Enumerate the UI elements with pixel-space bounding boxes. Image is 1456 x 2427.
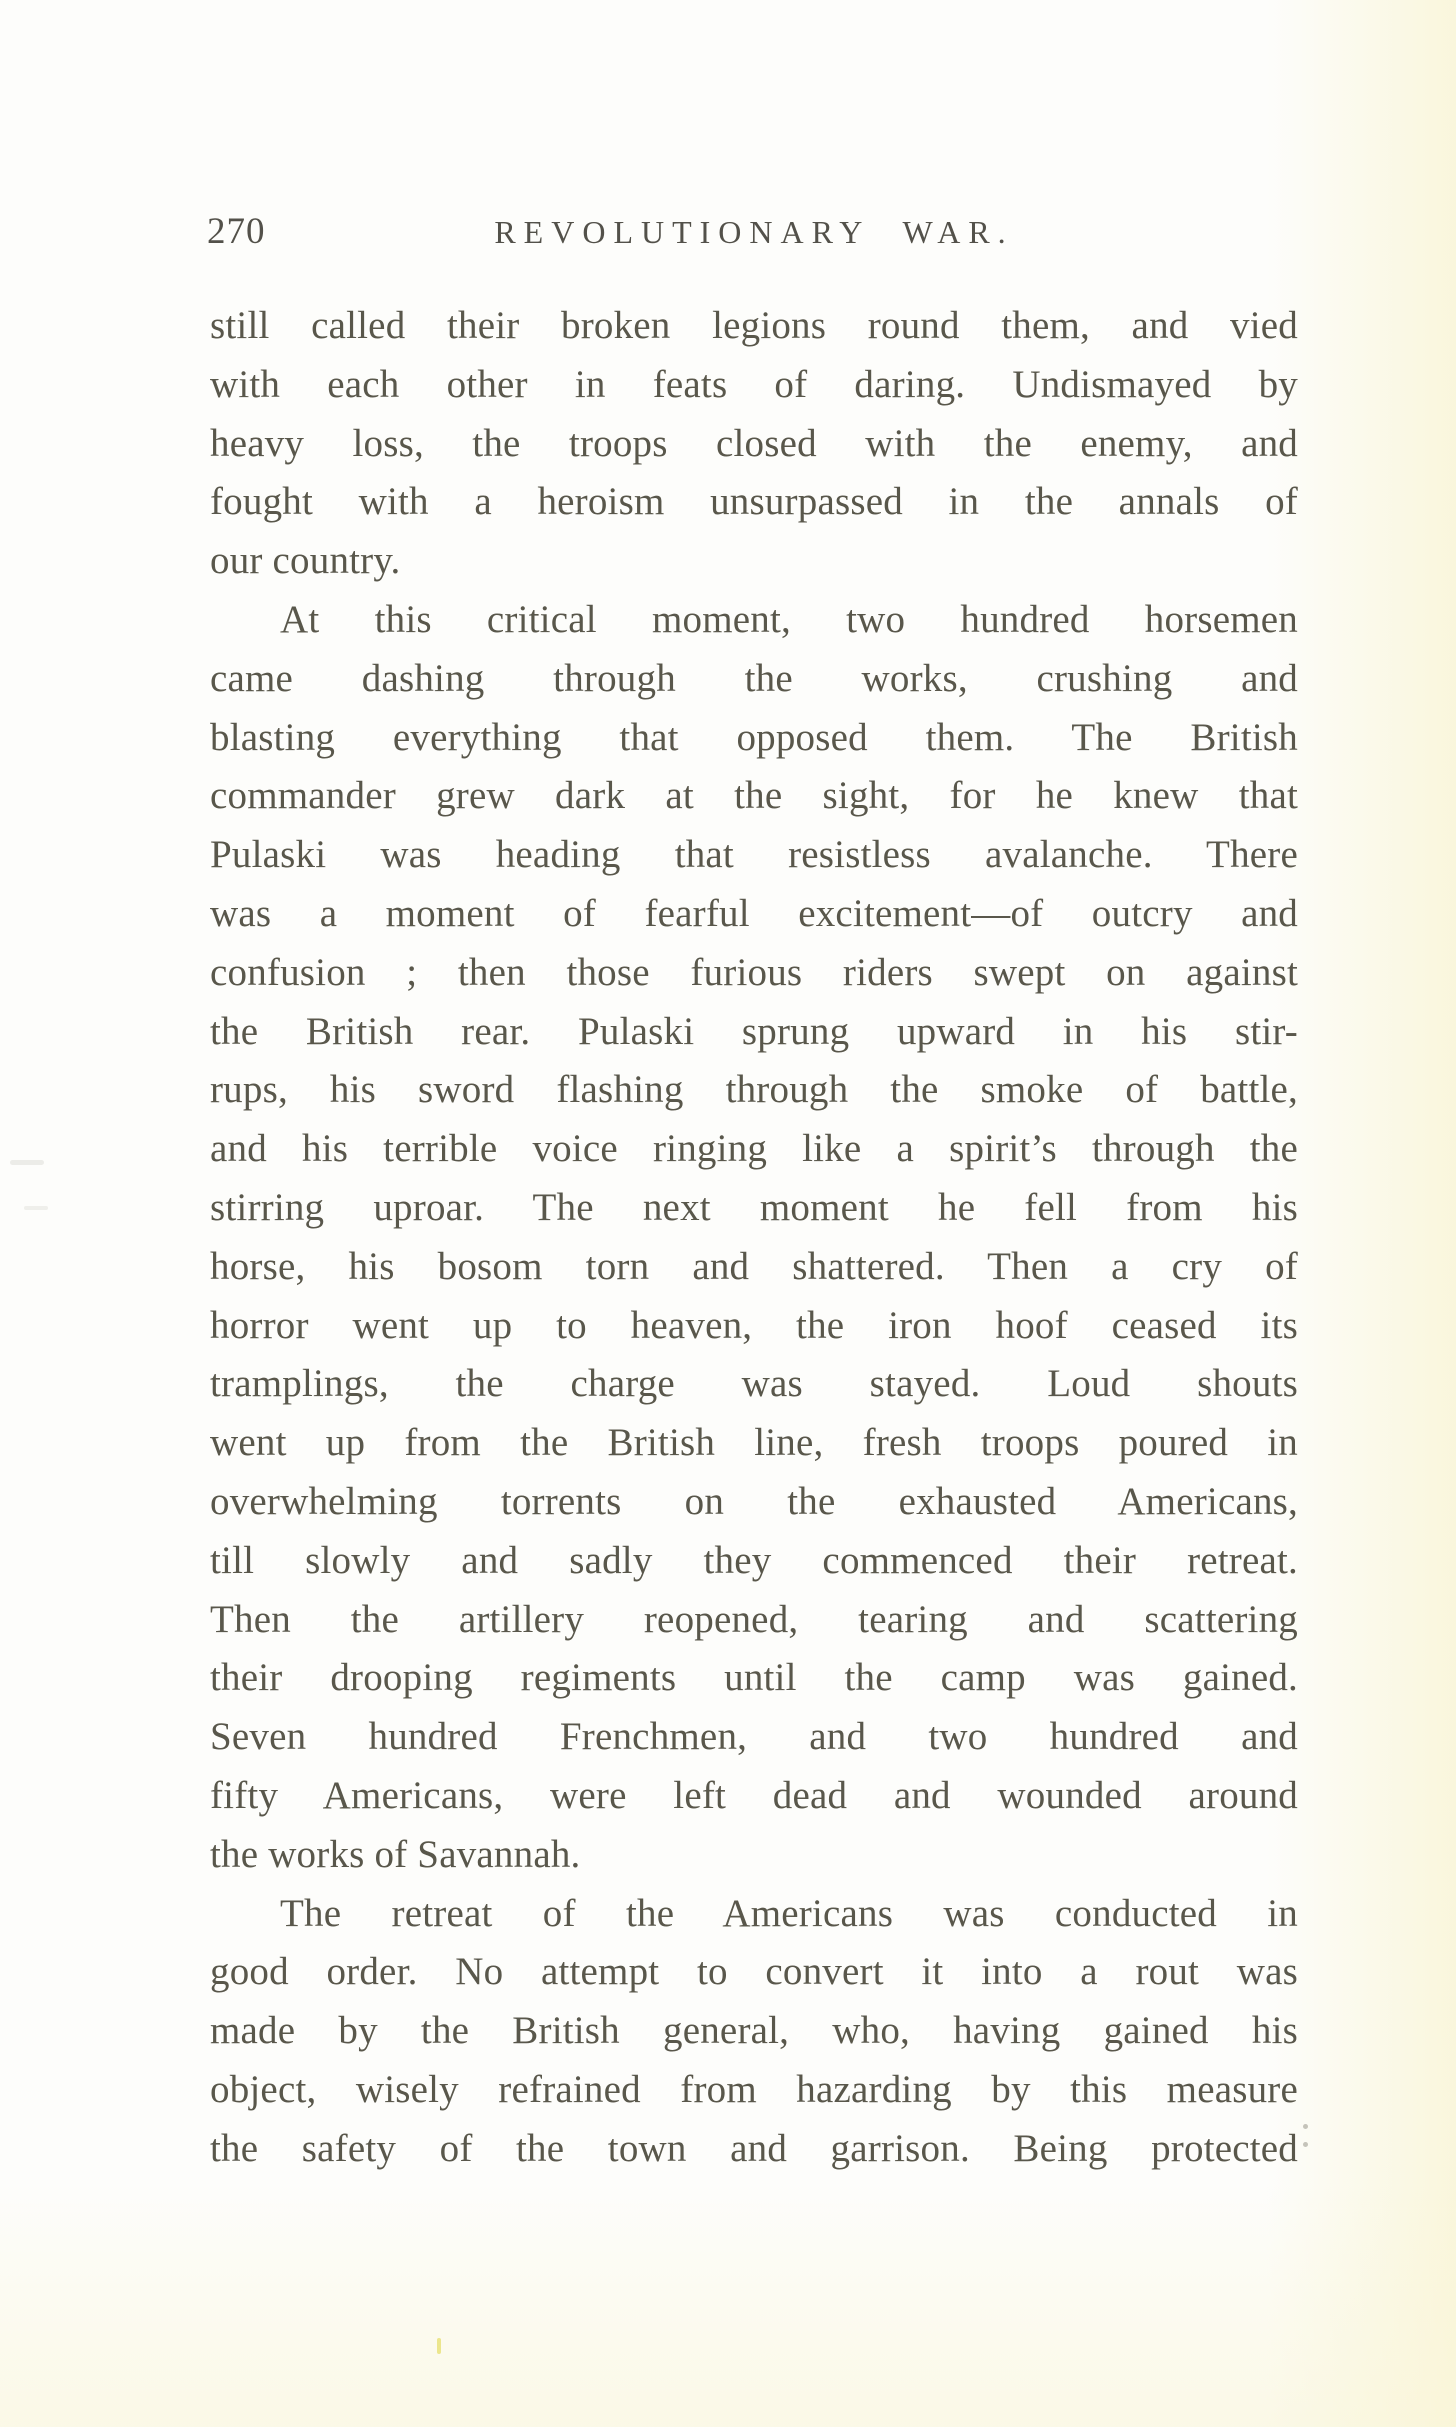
running-header-title: REVOLUTIONARY WAR.	[494, 214, 1014, 250]
text-line: Then the artillery reopened, tearing and scattering	[210, 1597, 1298, 1641]
text-line: was a moment of fearful excitement—of outcry and	[210, 891, 1298, 935]
text-line: their drooping regiments until the camp was gained.	[210, 1656, 1298, 1700]
text-line: tramplings, the charge was stayed. Loud shouts	[210, 1362, 1298, 1406]
text-line: still called their broken legions round them, and vied	[210, 304, 1298, 347]
text-line: confusion ; then those furious riders swept on against	[210, 950, 1298, 994]
text-line: our country.	[210, 539, 401, 583]
text-line: stirring uproar. The next moment he fell from his	[210, 1185, 1298, 1229]
text-line: horse, his bosom torn and shattered. Then a cry of	[210, 1244, 1298, 1288]
body-text-block	[210, 297, 1298, 2179]
text-line: object, wisely refrained from hazarding by this measure	[210, 2067, 1298, 2111]
scan-artifact-dot	[1303, 2124, 1308, 2129]
text-line: with each other in feats of daring. Undismayed by	[210, 362, 1298, 406]
text-line: till slowly and sadly they commenced their retreat.	[210, 1538, 1298, 1582]
text-line: the works of Savannah.	[210, 1832, 581, 1876]
text-line: made by the British general, who, having gained his	[210, 2009, 1298, 2053]
text-line: rups, his sword flashing through the smoke of battle,	[210, 1068, 1298, 1112]
text-line: and his terrible voice ringing like a spirit’s through the	[210, 1127, 1298, 1171]
text-line: Pulaski was heading that resistless avalanche. There	[210, 833, 1298, 877]
text-line: fifty Americans, were left dead and wounded around	[210, 1773, 1298, 1817]
text-line: fought with a heroism unsurpassed in the annals of	[210, 480, 1298, 524]
scan-artifact-dot	[1303, 2142, 1308, 2147]
text-line: overwhelming torrents on the exhausted Americans,	[210, 1479, 1298, 1523]
page-number: 270	[207, 211, 266, 252]
text-line: commander grew dark at the sight, for he knew that	[210, 774, 1298, 818]
text-line: blasting everything that opposed them. The British	[210, 715, 1298, 759]
text-line: the British rear. Pulaski sprung upward in his stir-	[210, 1009, 1298, 1053]
text-line: the safety of the town and garrison. Being protected	[210, 2126, 1298, 2170]
text-line: At this critical moment, two hundred horsemen	[280, 597, 1298, 641]
text-line: went up from the British line, fresh troops poured in	[210, 1421, 1298, 1465]
scan-artifact-smudge	[24, 1206, 48, 1210]
scan-artifact-yellow-mark	[437, 2338, 441, 2354]
text-line: Seven hundred Frenchmen, and two hundred and	[210, 1715, 1298, 1759]
running-header	[207, 204, 1298, 254]
text-line: heavy loss, the troops closed with the enemy, and	[210, 421, 1298, 465]
text-line: came dashing through the works, crushing and	[210, 656, 1298, 700]
text-line: good order. No attempt to convert it into a rout was	[210, 1950, 1298, 1994]
text-line: horror went up to heaven, the iron hoof ceased its	[210, 1303, 1298, 1347]
text-line: The retreat of the Americans was conducted in	[280, 1891, 1298, 1935]
scan-artifact-smudge	[10, 1160, 44, 1165]
